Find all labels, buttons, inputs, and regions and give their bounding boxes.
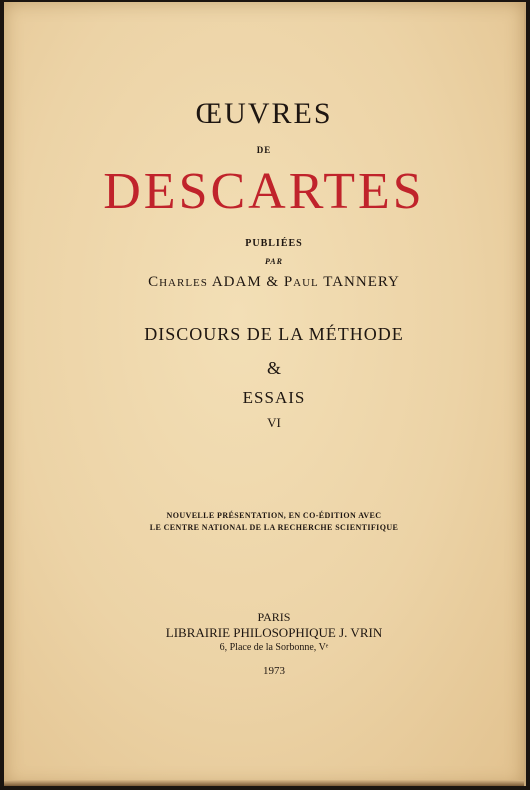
author-title: DESCARTES — [103, 163, 425, 220]
publisher-address: 6, Place de la Sorbonne, Vᵉ — [219, 642, 329, 653]
published-label: PUBLIÉES — [245, 238, 303, 249]
publication-year: 1973 — [263, 665, 285, 677]
series-title: ŒUVRES — [195, 97, 333, 130]
publisher-name: LIBRAIRIE PHILOSOPHIQUE J. VRIN — [165, 625, 383, 640]
edition-note-line-1: NOUVELLE PRÉSENTATION, EN CO-ÉDITION AVEC — [166, 511, 382, 520]
book-cover — [4, 2, 526, 786]
publisher-city: PARIS — [257, 610, 291, 624]
title-preposition: DE — [256, 145, 272, 155]
work-title: DISCOURS DE LA MÉTHODE — [144, 324, 404, 344]
ampersand: & — [266, 358, 281, 378]
volume-number: VI — [267, 415, 281, 430]
edition-note-line-2: LE CENTRE NATIONAL DE LA RECHERCHE SCIENTIFIQUE — [149, 523, 399, 532]
by-label: PAR — [265, 257, 283, 266]
work-subtitle: ESSAIS — [242, 388, 306, 407]
editors-line: Charles ADAM & Paul TANNERY — [148, 274, 400, 290]
